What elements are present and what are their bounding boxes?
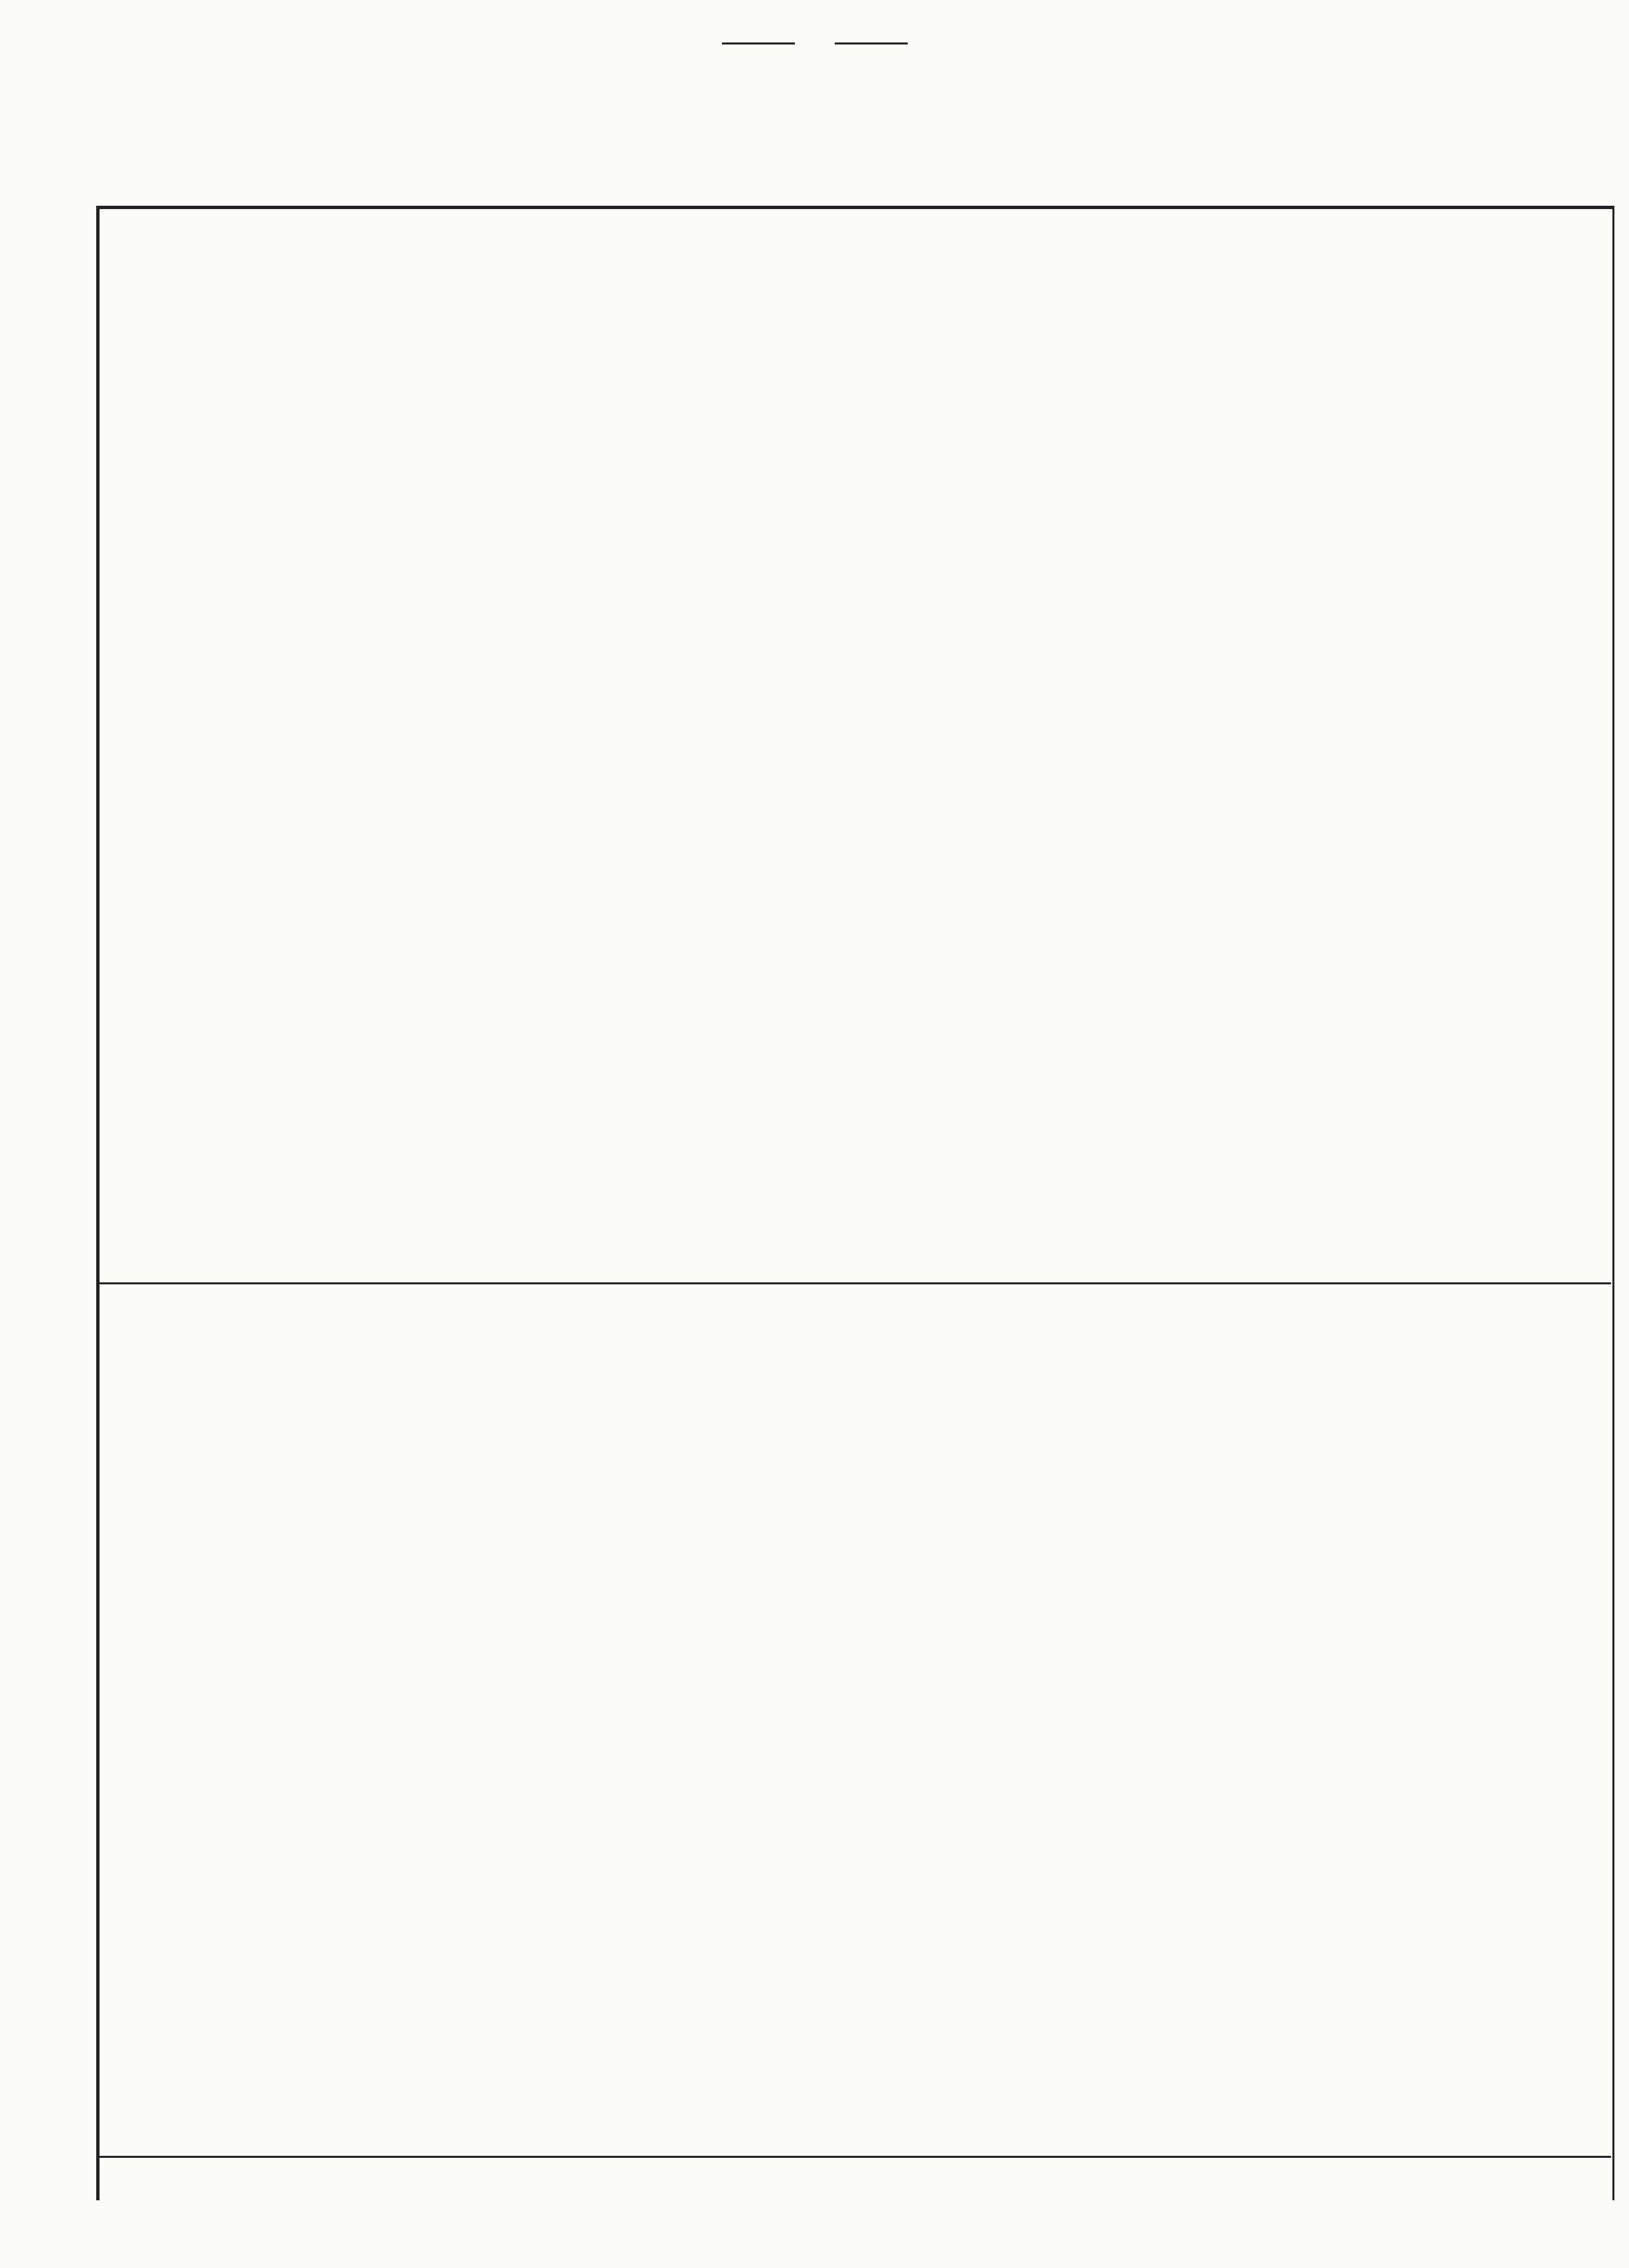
mid-month-heading-row <box>100 1203 1611 1284</box>
page-number <box>0 25 1629 57</box>
bottom-rule <box>100 2156 1611 2158</box>
